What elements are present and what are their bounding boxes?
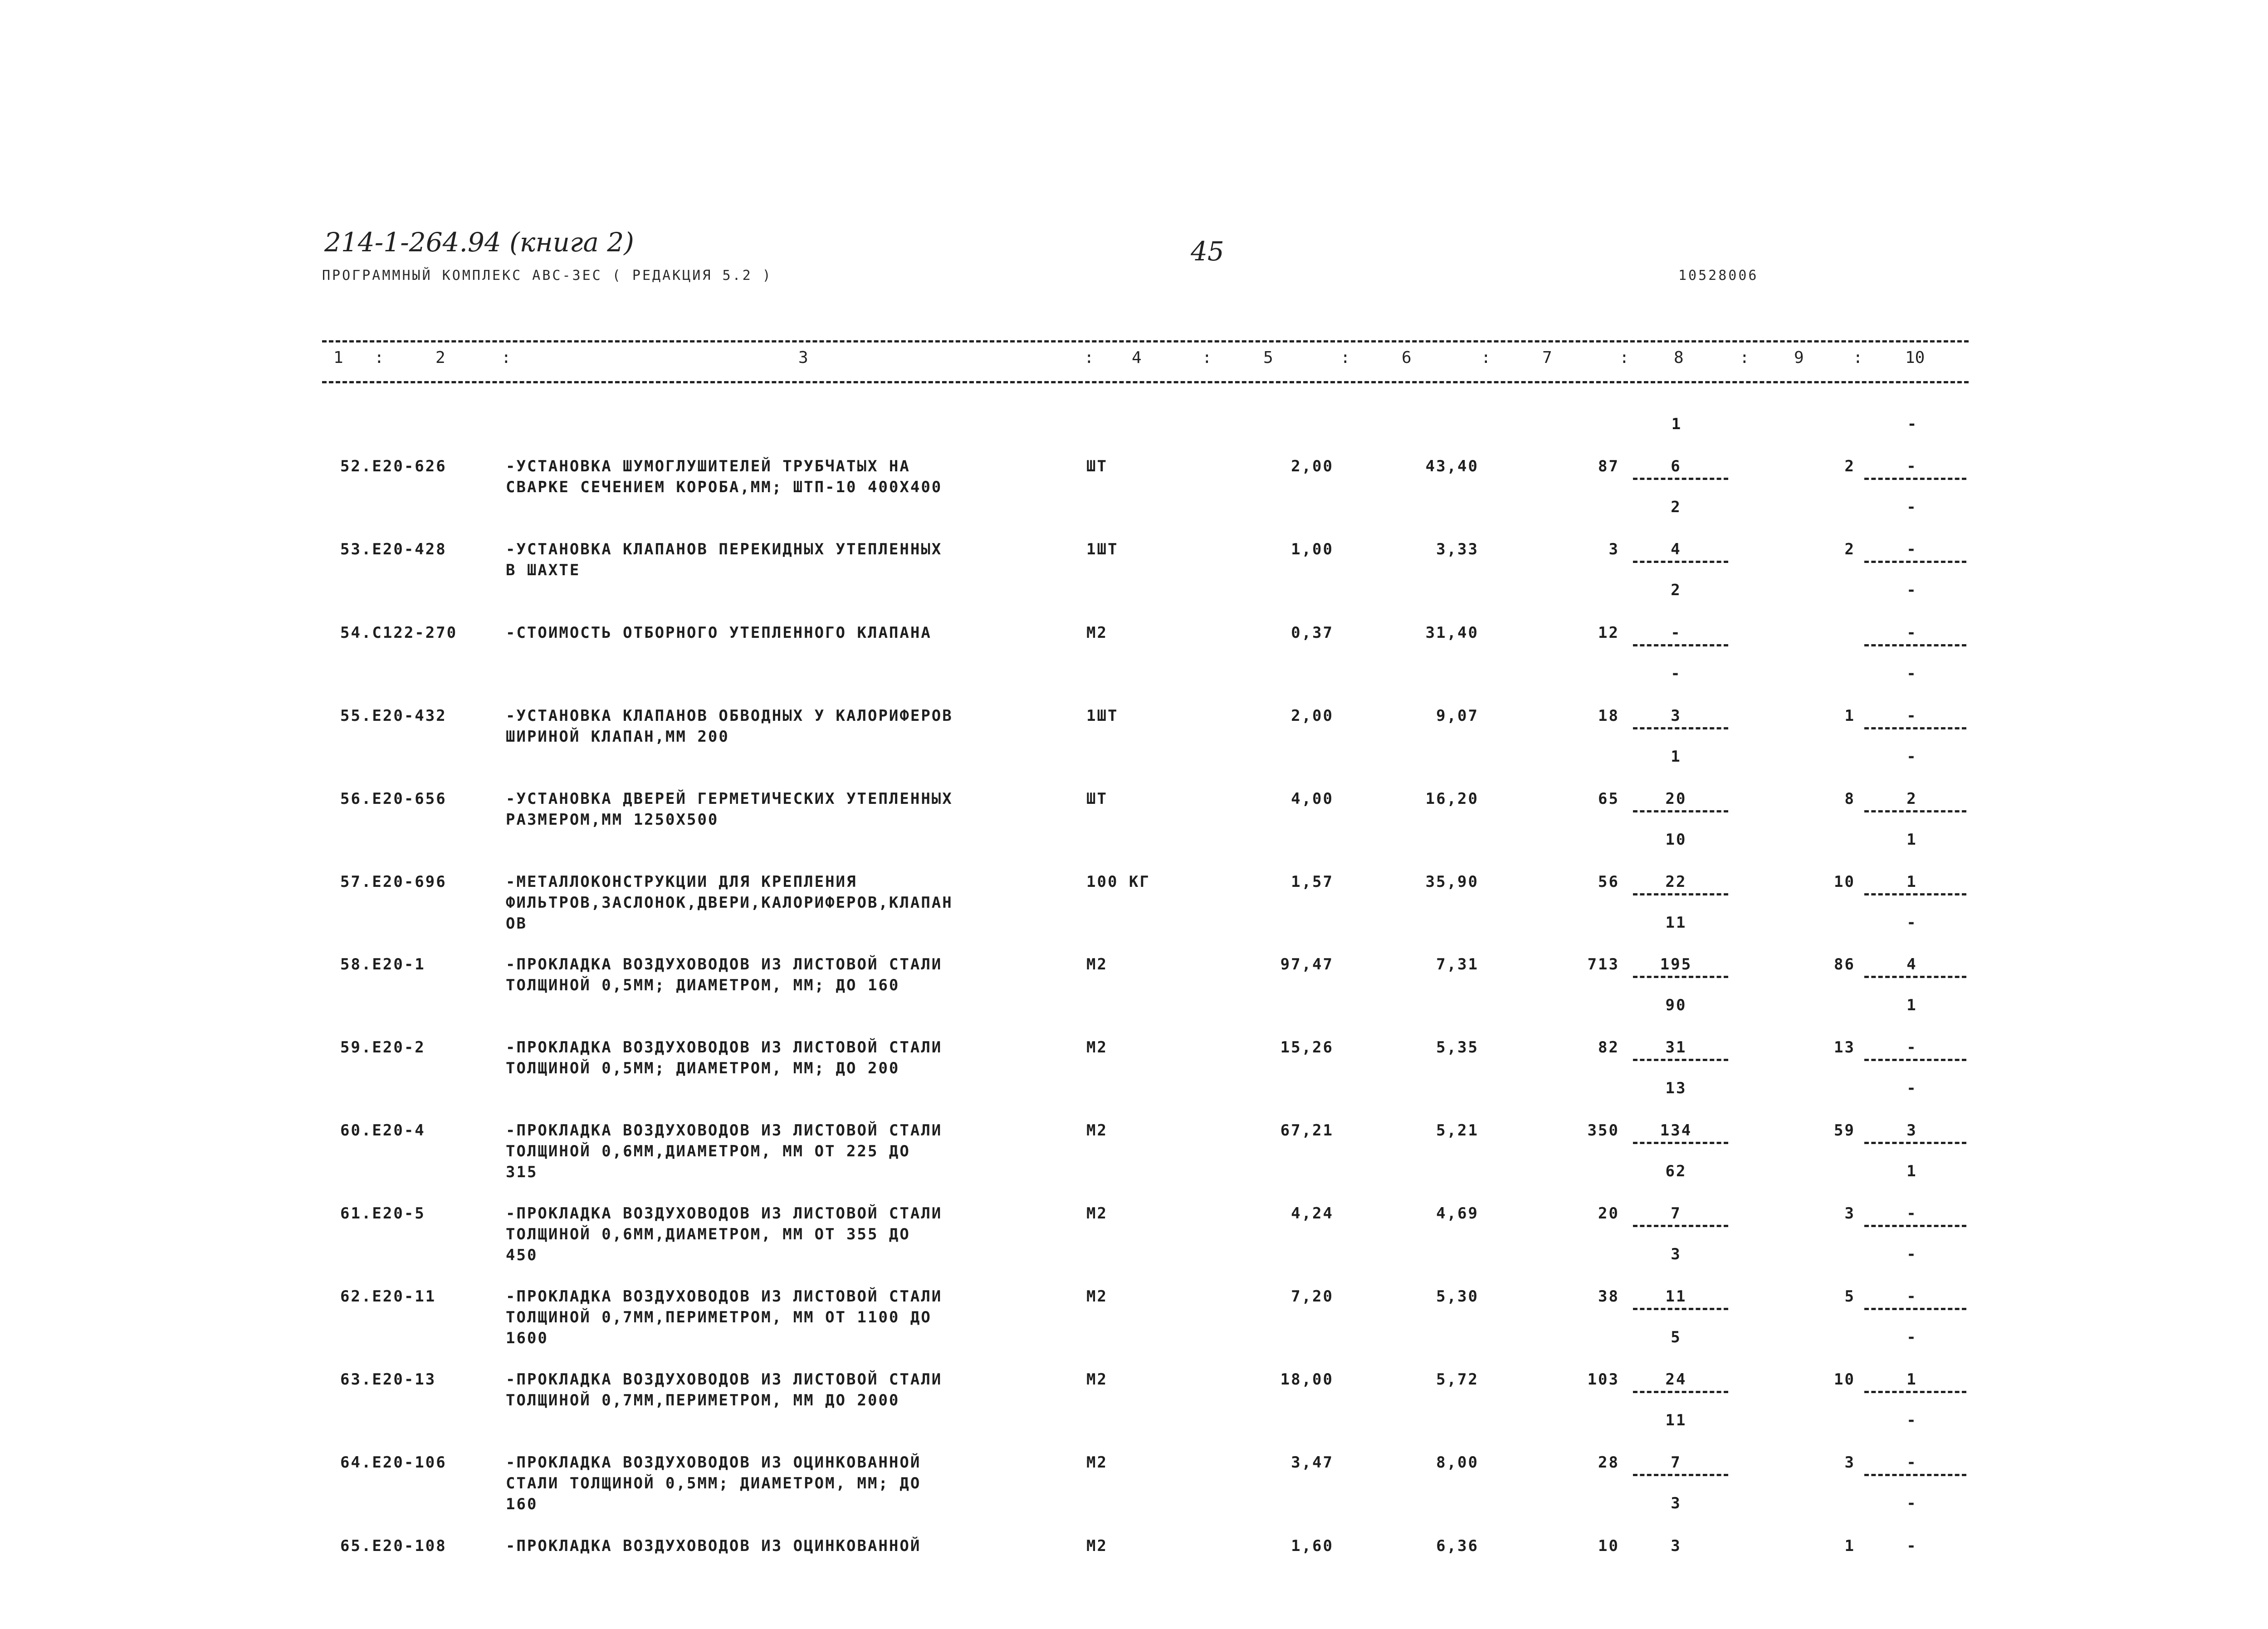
row-unit-price: 5,35 [1436, 1038, 1479, 1057]
col8-dashed-rule [1633, 1474, 1728, 1476]
table-row [0, 1037, 2268, 1114]
row-col8-bottom: 13 [1665, 1079, 1687, 1097]
row-quantity: 3,47 [1291, 1453, 1334, 1472]
row-col8-top: 11 [1665, 1287, 1687, 1306]
table-row [0, 954, 2268, 1031]
row-col8-top: 7 [1671, 1453, 1681, 1472]
row-unit-price: 16,20 [1425, 790, 1479, 808]
program-line: ПРОГРАММНЫЙ КОМПЛЕКС АВС-3ЕС ( РЕДАКЦИЯ 5.2 ) [322, 268, 772, 284]
row-col10-top: - [1906, 1204, 1917, 1223]
row-col8-bottom: 1 [1671, 748, 1681, 766]
row-col8-bottom: 62 [1665, 1162, 1687, 1180]
row-unit: ШТ [1086, 457, 1108, 475]
row-code: 63.Е20-13 [340, 1370, 436, 1389]
row-quantity: 4,00 [1291, 790, 1334, 808]
col8-dashed-rule [1633, 1391, 1728, 1393]
row-col9: 2 [1844, 540, 1855, 558]
row-quantity: 15,26 [1280, 1038, 1334, 1057]
row-unit: М2 [1086, 1287, 1108, 1306]
row-unit-price: 4,69 [1436, 1204, 1479, 1223]
column-header-2: 2 [435, 348, 445, 367]
col10-dashed-rule [1864, 1474, 1966, 1476]
top-mark-col8: 1 [1671, 415, 1681, 433]
row-code: 60.Е20-4 [340, 1121, 425, 1140]
column-separator: : [1084, 348, 1094, 367]
row-description: -ПРОКЛАДКА ВОЗДУХОВОДОВ ИЗ ЛИСТОВОЙ СТАЛИ ТОЛЩИНОЙ 0,6ММ,ДИАМЕТРОМ, ММ ОТ 225 ДО 315 [506, 1121, 943, 1181]
column-header-5: 5 [1263, 348, 1273, 367]
row-quantity: 18,00 [1280, 1370, 1334, 1389]
row-col9: 1 [1844, 707, 1855, 725]
row-unit-price: 8,00 [1436, 1453, 1479, 1472]
row-col10-bottom: - [1906, 498, 1917, 516]
row-quantity: 97,47 [1280, 955, 1334, 973]
row-code: 52.Е20-626 [340, 457, 447, 475]
row-col10-bottom: - [1906, 1411, 1917, 1429]
row-total: 87 [1598, 457, 1619, 475]
row-col10-top: 2 [1906, 790, 1917, 808]
row-unit-price: 3,33 [1436, 540, 1479, 558]
col10-dashed-rule [1864, 644, 1966, 646]
row-col10-top: - [1906, 1537, 1917, 1555]
row-total: 28 [1598, 1453, 1619, 1472]
row-description: -ПРОКЛАДКА ВОЗДУХОВОДОВ ИЗ ОЦИНКОВАННОЙ [506, 1537, 921, 1555]
row-unit-price: 9,07 [1436, 707, 1479, 725]
column-separator: : [1740, 348, 1750, 367]
row-col8-bottom: 11 [1665, 914, 1687, 932]
row-col8-top: 3 [1671, 1537, 1681, 1555]
row-unit-price: 35,90 [1425, 873, 1479, 891]
row-unit-price: 5,72 [1436, 1370, 1479, 1389]
row-total: 103 [1587, 1370, 1619, 1389]
col8-dashed-rule [1633, 810, 1728, 812]
row-col10-bottom: 1 [1906, 996, 1917, 1014]
row-quantity: 67,21 [1280, 1121, 1334, 1140]
document-code: 10528006 [1678, 268, 1759, 284]
row-unit: М2 [1086, 1537, 1108, 1555]
col10-dashed-rule [1864, 1059, 1966, 1061]
row-quantity: 1,00 [1291, 540, 1334, 558]
row-col10-bottom: - [1906, 1494, 1917, 1512]
table-row [0, 1120, 2268, 1197]
row-col8-top: 3 [1671, 707, 1681, 725]
row-col10-top: - [1906, 457, 1917, 475]
row-description: -ПРОКЛАДКА ВОЗДУХОВОДОВ ИЗ ЛИСТОВОЙ СТАЛИ ТОЛЩИНОЙ 0,7ММ,ПЕРИМЕТРОМ, ММ ОТ 1100 ДО 1600 [506, 1287, 943, 1347]
row-col10-top: - [1906, 1038, 1917, 1057]
row-total: 3 [1608, 540, 1619, 558]
row-col9: 10 [1834, 873, 1855, 891]
row-quantity: 1,60 [1291, 1537, 1334, 1555]
row-col9: 3 [1844, 1453, 1855, 1472]
row-code: 54.С122-270 [340, 624, 458, 642]
row-unit: 1ШТ [1086, 707, 1119, 725]
column-header-7: 7 [1542, 348, 1552, 367]
row-col9: 8 [1844, 790, 1855, 808]
col10-dashed-rule [1864, 976, 1966, 978]
row-col8-top: 24 [1665, 1370, 1687, 1389]
row-unit: М2 [1086, 624, 1108, 642]
row-unit-price: 5,30 [1436, 1287, 1479, 1306]
row-col10-bottom: - [1906, 748, 1917, 766]
row-col8-top: 7 [1671, 1204, 1681, 1223]
row-col9: 10 [1834, 1370, 1855, 1389]
row-unit: М2 [1086, 955, 1108, 973]
row-col10-bottom: 1 [1906, 1162, 1917, 1180]
page-number: 45 [1191, 236, 1224, 267]
row-col10-bottom: - [1906, 1328, 1917, 1346]
row-col8-top: 6 [1671, 457, 1681, 475]
column-separator: : [1202, 348, 1212, 367]
row-col10-top: - [1906, 707, 1917, 725]
row-description: -УСТАНОВКА КЛАПАНОВ ПЕРЕКИДНЫХ УТЕПЛЕННЫХ В ШАХТЕ [506, 540, 943, 579]
row-code: 59.Е20-2 [340, 1038, 425, 1057]
row-description: -ПРОКЛАДКА ВОЗДУХОВОДОВ ИЗ ЛИСТОВОЙ СТАЛИ ТОЛЩИНОЙ 0,6ММ,ДИАМЕТРОМ, ММ ОТ 355 ДО 450 [506, 1204, 943, 1264]
row-description: -МЕТАЛЛОКОНСТРУКЦИИ ДЛЯ КРЕПЛЕНИЯ ФИЛЬТРОВ,ЗАСЛОНОК,ДВЕРИ,КАЛОРИФЕРОВ,КЛАПАН ОВ [506, 873, 953, 933]
row-quantity: 2,00 [1291, 707, 1334, 725]
row-unit-price: 6,36 [1436, 1537, 1479, 1555]
row-col9: 1 [1844, 1537, 1855, 1555]
row-quantity: 7,20 [1291, 1287, 1334, 1306]
row-code: 64.Е20-106 [340, 1453, 447, 1472]
col8-dashed-rule [1633, 976, 1728, 978]
column-separator: : [374, 348, 384, 367]
row-col10-top: - [1906, 624, 1917, 642]
row-col10-top: 1 [1906, 1370, 1917, 1389]
column-header-3: 3 [798, 348, 808, 367]
row-col9: 86 [1834, 955, 1855, 973]
col10-dashed-rule [1864, 727, 1966, 729]
col10-dashed-rule [1864, 1391, 1966, 1393]
row-unit-price: 31,40 [1425, 624, 1479, 642]
row-code: 56.Е20-656 [340, 790, 447, 808]
row-col8-bottom: 90 [1665, 996, 1687, 1014]
col8-dashed-rule [1633, 478, 1728, 480]
col10-dashed-rule [1864, 893, 1966, 895]
col8-dashed-rule [1633, 1142, 1728, 1144]
row-col8-bottom: 3 [1671, 1245, 1681, 1263]
row-unit: ШТ [1086, 790, 1108, 808]
row-code: 61.Е20-5 [340, 1204, 425, 1223]
row-total: 713 [1587, 955, 1619, 973]
table-row [0, 456, 2268, 533]
row-total: 65 [1598, 790, 1619, 808]
col10-dashed-rule [1864, 1142, 1966, 1144]
row-col8-bottom: 5 [1671, 1328, 1681, 1346]
row-code: 57.Е20-696 [340, 873, 447, 891]
row-col8-bottom: - [1671, 665, 1681, 683]
row-col10-top: 1 [1906, 873, 1917, 891]
row-total: 82 [1598, 1038, 1619, 1057]
table-row [0, 1203, 2268, 1280]
row-col10-bottom: 1 [1906, 831, 1917, 849]
row-total: 12 [1598, 624, 1619, 642]
row-col8-top: 4 [1671, 540, 1681, 558]
column-separator: : [1853, 348, 1863, 367]
row-col8-top: 134 [1660, 1121, 1692, 1140]
row-unit: М2 [1086, 1204, 1108, 1223]
column-separator: : [1340, 348, 1350, 367]
top-mark-col10: - [1907, 415, 1917, 433]
col8-dashed-rule [1633, 1059, 1728, 1061]
row-description: -УСТАНОВКА КЛАПАНОВ ОБВОДНЫХ У КАЛОРИФЕРОВ ШИРИНОЙ КЛАПАН,ММ 200 [506, 707, 953, 746]
col8-dashed-rule [1633, 1308, 1728, 1310]
row-description: -УСТАНОВКА ДВЕРЕЙ ГЕРМЕТИЧЕСКИХ УТЕПЛЕННЫХ РАЗМЕРОМ,ММ 1250Х500 [506, 790, 953, 829]
row-col8-top: 195 [1660, 955, 1692, 973]
handwritten-reference: 214-1-264.94 (книга 2) [324, 227, 634, 258]
column-separator: : [501, 348, 511, 367]
col10-dashed-rule [1864, 561, 1966, 563]
row-quantity: 0,37 [1291, 624, 1334, 642]
table-row [0, 622, 2268, 700]
row-unit-price: 5,21 [1436, 1121, 1479, 1140]
row-unit: М2 [1086, 1121, 1108, 1140]
column-separator: : [1481, 348, 1491, 367]
row-unit-price: 43,40 [1425, 457, 1479, 475]
column-header-9: 9 [1794, 348, 1804, 367]
row-unit: М2 [1086, 1370, 1108, 1389]
row-col8-top: 20 [1665, 790, 1687, 808]
col10-dashed-rule [1864, 810, 1966, 812]
row-unit: 1ШТ [1086, 540, 1119, 558]
col8-dashed-rule [1633, 727, 1728, 729]
col8-dashed-rule [1633, 561, 1728, 563]
row-col8-bottom: 2 [1671, 498, 1681, 516]
row-description: -ПРОКЛАДКА ВОЗДУХОВОДОВ ИЗ ЛИСТОВОЙ СТАЛИ ТОЛЩИНОЙ 0,5ММ; ДИАМЕТРОМ, ММ; ДО 160 [506, 955, 943, 994]
table-row [0, 1452, 2268, 1529]
column-header-8: 8 [1674, 348, 1684, 367]
row-quantity: 2,00 [1291, 457, 1334, 475]
column-header-1: 1 [333, 348, 343, 367]
row-col10-bottom: - [1906, 1079, 1917, 1097]
row-col10-top: 4 [1906, 955, 1917, 973]
row-col8-bottom: 11 [1665, 1411, 1687, 1429]
row-unit-price: 7,31 [1436, 955, 1479, 973]
table-row [0, 1536, 2268, 1613]
row-col9: 2 [1844, 457, 1855, 475]
row-total: 20 [1598, 1204, 1619, 1223]
row-col8-top: 31 [1665, 1038, 1687, 1057]
row-description: -ПРОКЛАДКА ВОЗДУХОВОДОВ ИЗ ОЦИНКОВАННОЙ СТАЛИ ТОЛЩИНОЙ 0,5ММ; ДИАМЕТРОМ, ММ; ДО 160 [506, 1453, 921, 1513]
row-col10-top: 3 [1906, 1121, 1917, 1140]
row-total: 38 [1598, 1287, 1619, 1306]
table-row [0, 1369, 2268, 1446]
row-description: -ПРОКЛАДКА ВОЗДУХОВОДОВ ИЗ ЛИСТОВОЙ СТАЛИ ТОЛЩИНОЙ 0,7ММ,ПЕРИМЕТРОМ, ММ ДО 2000 [506, 1370, 943, 1409]
col10-dashed-rule [1864, 1225, 1966, 1227]
col8-dashed-rule [1633, 644, 1728, 646]
row-col8-bottom: 3 [1671, 1494, 1681, 1512]
col10-dashed-rule [1864, 1308, 1966, 1310]
row-quantity: 4,24 [1291, 1204, 1334, 1223]
row-col8-top: 22 [1665, 873, 1687, 891]
table-row [0, 1286, 2268, 1363]
row-col10-top: - [1906, 540, 1917, 558]
row-col8-top: - [1671, 624, 1681, 642]
row-col9: 13 [1834, 1038, 1855, 1057]
row-description: -СТОИМОСТЬ ОТБОРНОГО УТЕПЛЕННОГО КЛАПАНА [506, 624, 932, 642]
column-header-4: 4 [1132, 348, 1142, 367]
col10-dashed-rule [1864, 478, 1966, 480]
row-col9: 3 [1844, 1204, 1855, 1223]
table-row [0, 705, 2268, 783]
row-code: 65.Е20-108 [340, 1537, 447, 1555]
row-col10-top: - [1906, 1287, 1917, 1306]
column-header-10: 10 [1905, 348, 1925, 367]
column-header-6: 6 [1402, 348, 1412, 367]
table-row [0, 788, 2268, 866]
row-col8-bottom: 10 [1665, 831, 1687, 849]
column-separator: : [1619, 348, 1629, 367]
row-total: 350 [1587, 1121, 1619, 1140]
row-col10-bottom: - [1906, 665, 1917, 683]
row-code: 58.Е20-1 [340, 955, 425, 973]
row-col10-top: - [1906, 1453, 1917, 1472]
row-code: 53.Е20-428 [340, 540, 447, 558]
row-col9: 59 [1834, 1121, 1855, 1140]
row-description: -ПРОКЛАДКА ВОЗДУХОВОДОВ ИЗ ЛИСТОВОЙ СТАЛИ ТОЛЩИНОЙ 0,5ММ; ДИАМЕТРОМ, ММ; ДО 200 [506, 1038, 943, 1077]
table-row [0, 871, 2268, 949]
row-unit: М2 [1086, 1453, 1108, 1472]
row-total: 10 [1598, 1537, 1619, 1555]
table-row [0, 539, 2268, 616]
row-code: 62.Е20-11 [340, 1287, 436, 1306]
row-quantity: 1,57 [1291, 873, 1334, 891]
row-total: 56 [1598, 873, 1619, 891]
row-col10-bottom: - [1906, 581, 1917, 599]
row-col9: 5 [1844, 1287, 1855, 1306]
row-total: 18 [1598, 707, 1619, 725]
row-col8-bottom: 2 [1671, 581, 1681, 599]
col8-dashed-rule [1633, 1225, 1728, 1227]
row-col10-bottom: - [1906, 914, 1917, 932]
row-col10-bottom: - [1906, 1245, 1917, 1263]
row-unit: 100 КГ [1086, 873, 1150, 891]
row-unit: М2 [1086, 1038, 1108, 1057]
col8-dashed-rule [1633, 893, 1728, 895]
row-description: -УСТАНОВКА ШУМОГЛУШИТЕЛЕЙ ТРУБЧАТЫХ НА СВАРКЕ СЕЧЕНИЕМ КОРОБА,ММ; ШТП-10 400Х400 [506, 457, 943, 496]
row-code: 55.Е20-432 [340, 707, 447, 725]
